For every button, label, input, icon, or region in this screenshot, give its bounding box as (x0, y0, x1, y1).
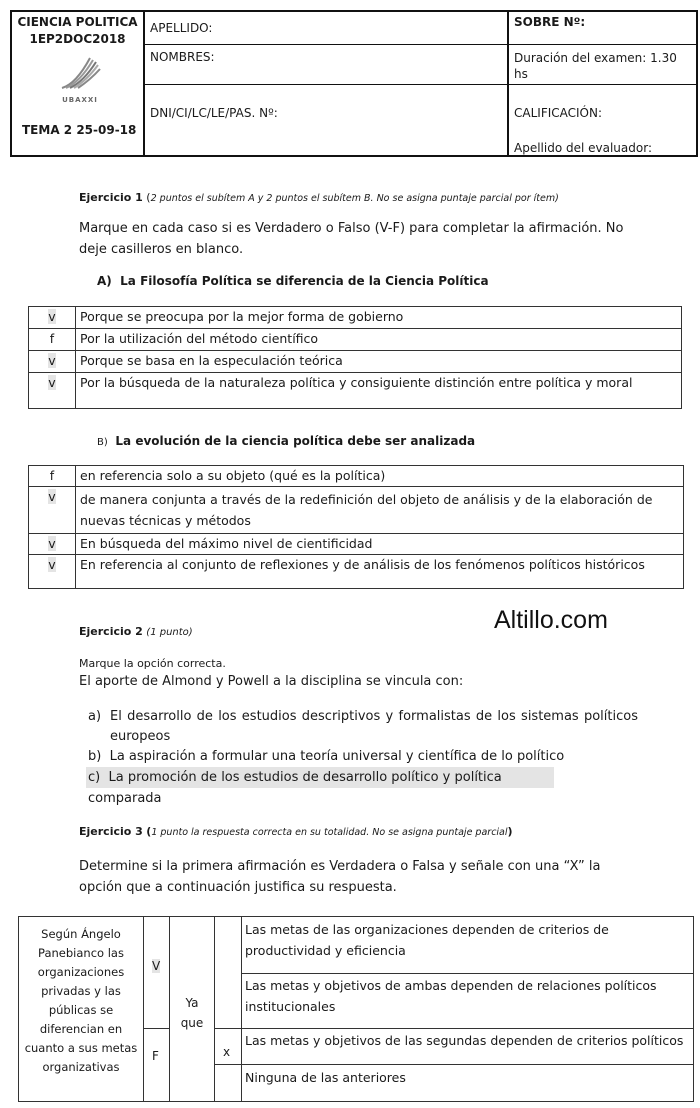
table-row (29, 534, 684, 555)
ex2-instruction: Marque la opción correcta. (79, 657, 226, 670)
answer-mark[interactable]: v (48, 489, 56, 504)
ex2-title: Ejercicio 2 (79, 625, 143, 638)
ex1-title: Ejercicio 1 (79, 191, 143, 204)
ex2-heading (79, 625, 193, 638)
ex3-note: 1 punto la respuesta correcta en su totalidad. No se asigna puntaje parcial (151, 827, 508, 838)
ex1-b-heading: B) La evolución de la ciencia política debe ser analizada (97, 434, 476, 448)
ex2-option-b[interactable]: b) La aspiración a formular una teoría universal y científica de lo político (88, 749, 565, 764)
ubaxxi-logo (56, 54, 102, 94)
ex2-question: El aporte de Almond y Powell a la disciplina se vincula con: (79, 674, 464, 689)
course-title: CIENCIA POLITICA 1EP2DOC2018 (17, 15, 138, 46)
ex3-instruction: Determine si la primera afirmación es Verdadera o Falsa y señale con una “X” la opción que a continuación justifica su respuesta. (79, 859, 601, 895)
table-row (29, 307, 682, 329)
ex3-table (18, 916, 694, 1102)
ex3-option-1[interactable]: Las metas de las organizaciones dependen de criterios de productividad y eficiencia (245, 922, 609, 958)
ex2-option-a[interactable]: a) El desarrollo de los estudios descriptivos y formalistas de los sistemas políticos europeos (88, 709, 638, 744)
tema-date: TEMA 2 25-09-18 (22, 123, 137, 137)
table-row (29, 329, 682, 351)
ex1-b-table (28, 465, 684, 589)
table-row (29, 351, 682, 373)
table-row (29, 466, 684, 487)
ex3-option-4[interactable]: Ninguna de las anteriores (245, 1070, 406, 1085)
ex3-true-option[interactable]: V (152, 959, 161, 973)
duracion-label: Duración del examen: 1.30 hs (514, 51, 677, 81)
nombres-field: NOMBRES: (150, 50, 215, 64)
ex3-connector: Ya que (180, 996, 204, 1030)
statement-text: de manera conjunta a través de la redefinición del objeto de análisis y de la elaboración de nuevas técnicas y métodos (76, 487, 684, 534)
ex3-title: Ejercicio 3 (79, 825, 143, 838)
calificacion-field: CALIFICACIÓN: (514, 106, 603, 120)
answer-mark[interactable]: v (48, 557, 56, 572)
altillo-watermark: Altillo.com (494, 606, 608, 634)
statement-text: Porque se preocupa por la mejor forma de gobierno (76, 307, 682, 329)
statement-text: En referencia al conjunto de reflexiones y de análisis de los fenómenos políticos históricos (76, 555, 684, 589)
answer-mark[interactable]: f (49, 331, 55, 346)
ex3-x-mark[interactable]: x (223, 1045, 231, 1059)
answer-mark[interactable]: f (49, 468, 55, 483)
ex3-option-3[interactable]: Las metas y objetivos de las segundas dependen de criterios políticos (245, 1033, 684, 1048)
table-row (29, 373, 682, 409)
statement-text: Por la búsqueda de la naturaleza política y consiguiente distinción entre política y moral (76, 373, 682, 409)
sobre-field: SOBRE Nº: (514, 15, 586, 29)
ex1-a-heading: A) La Filosofía Política se diferencia de la Ciencia Política (97, 274, 489, 288)
ex1-heading: Ejercicio 1 (2 puntos el subítem A y 2 puntos el subítem B. No se asigna puntaje parcial por ítem) (79, 191, 559, 204)
ex3-option-2[interactable]: Las metas y objetivos de ambas dependen de relaciones políticos institucionales (245, 978, 657, 1014)
ex1-a-table (28, 306, 682, 409)
ex1-instruction: Marque en cada caso si es Verdadero o Falso (V-F) para completar la afirmación. No deje casilleros en blanco. (79, 221, 624, 257)
ex3-false-option[interactable]: F (152, 1049, 159, 1063)
answer-mark[interactable]: v (48, 536, 56, 551)
ex1-note: 2 puntos el subítem A y 2 puntos el subítem B. No se asigna puntaje parcial por ítem) (150, 193, 559, 204)
apellido-field: APELLIDO: (150, 21, 213, 35)
answer-mark[interactable]: v (48, 375, 56, 390)
evaluador-field: Apellido del evaluador: (514, 141, 652, 155)
table-row (29, 487, 684, 534)
exam-header (10, 10, 698, 157)
ex2-note: (1 punto) (146, 627, 193, 638)
statement-text: Por la utilización del método científico (76, 329, 682, 351)
table-row (29, 555, 684, 589)
statement-text: en referencia solo a su objeto (qué es la política) (76, 466, 684, 487)
ex3-heading: Ejercicio 3 (1 punto la respuesta correcta en su totalidad. No se asigna puntaje parcial) (79, 825, 513, 838)
statement-text: En búsqueda del máximo nivel de cientificidad (76, 534, 684, 555)
statement-text: Porque se basa en la especulación teórica (76, 351, 682, 373)
answer-mark[interactable]: v (48, 353, 56, 368)
dni-field: DNI/CI/LC/LE/PAS. Nº: (150, 106, 278, 120)
answer-mark[interactable]: v (48, 309, 56, 324)
ex2-option-c-selected[interactable]: c) La promoción de los estudios de desarrollo político y política comparada (86, 767, 554, 788)
logo-text: UBAXXI (62, 96, 98, 104)
ex3-statement: Según Ángelo Panebianco las organizaciones privadas y las públicas se diferencian en cuanto a sus metas organizativas (24, 927, 138, 1074)
